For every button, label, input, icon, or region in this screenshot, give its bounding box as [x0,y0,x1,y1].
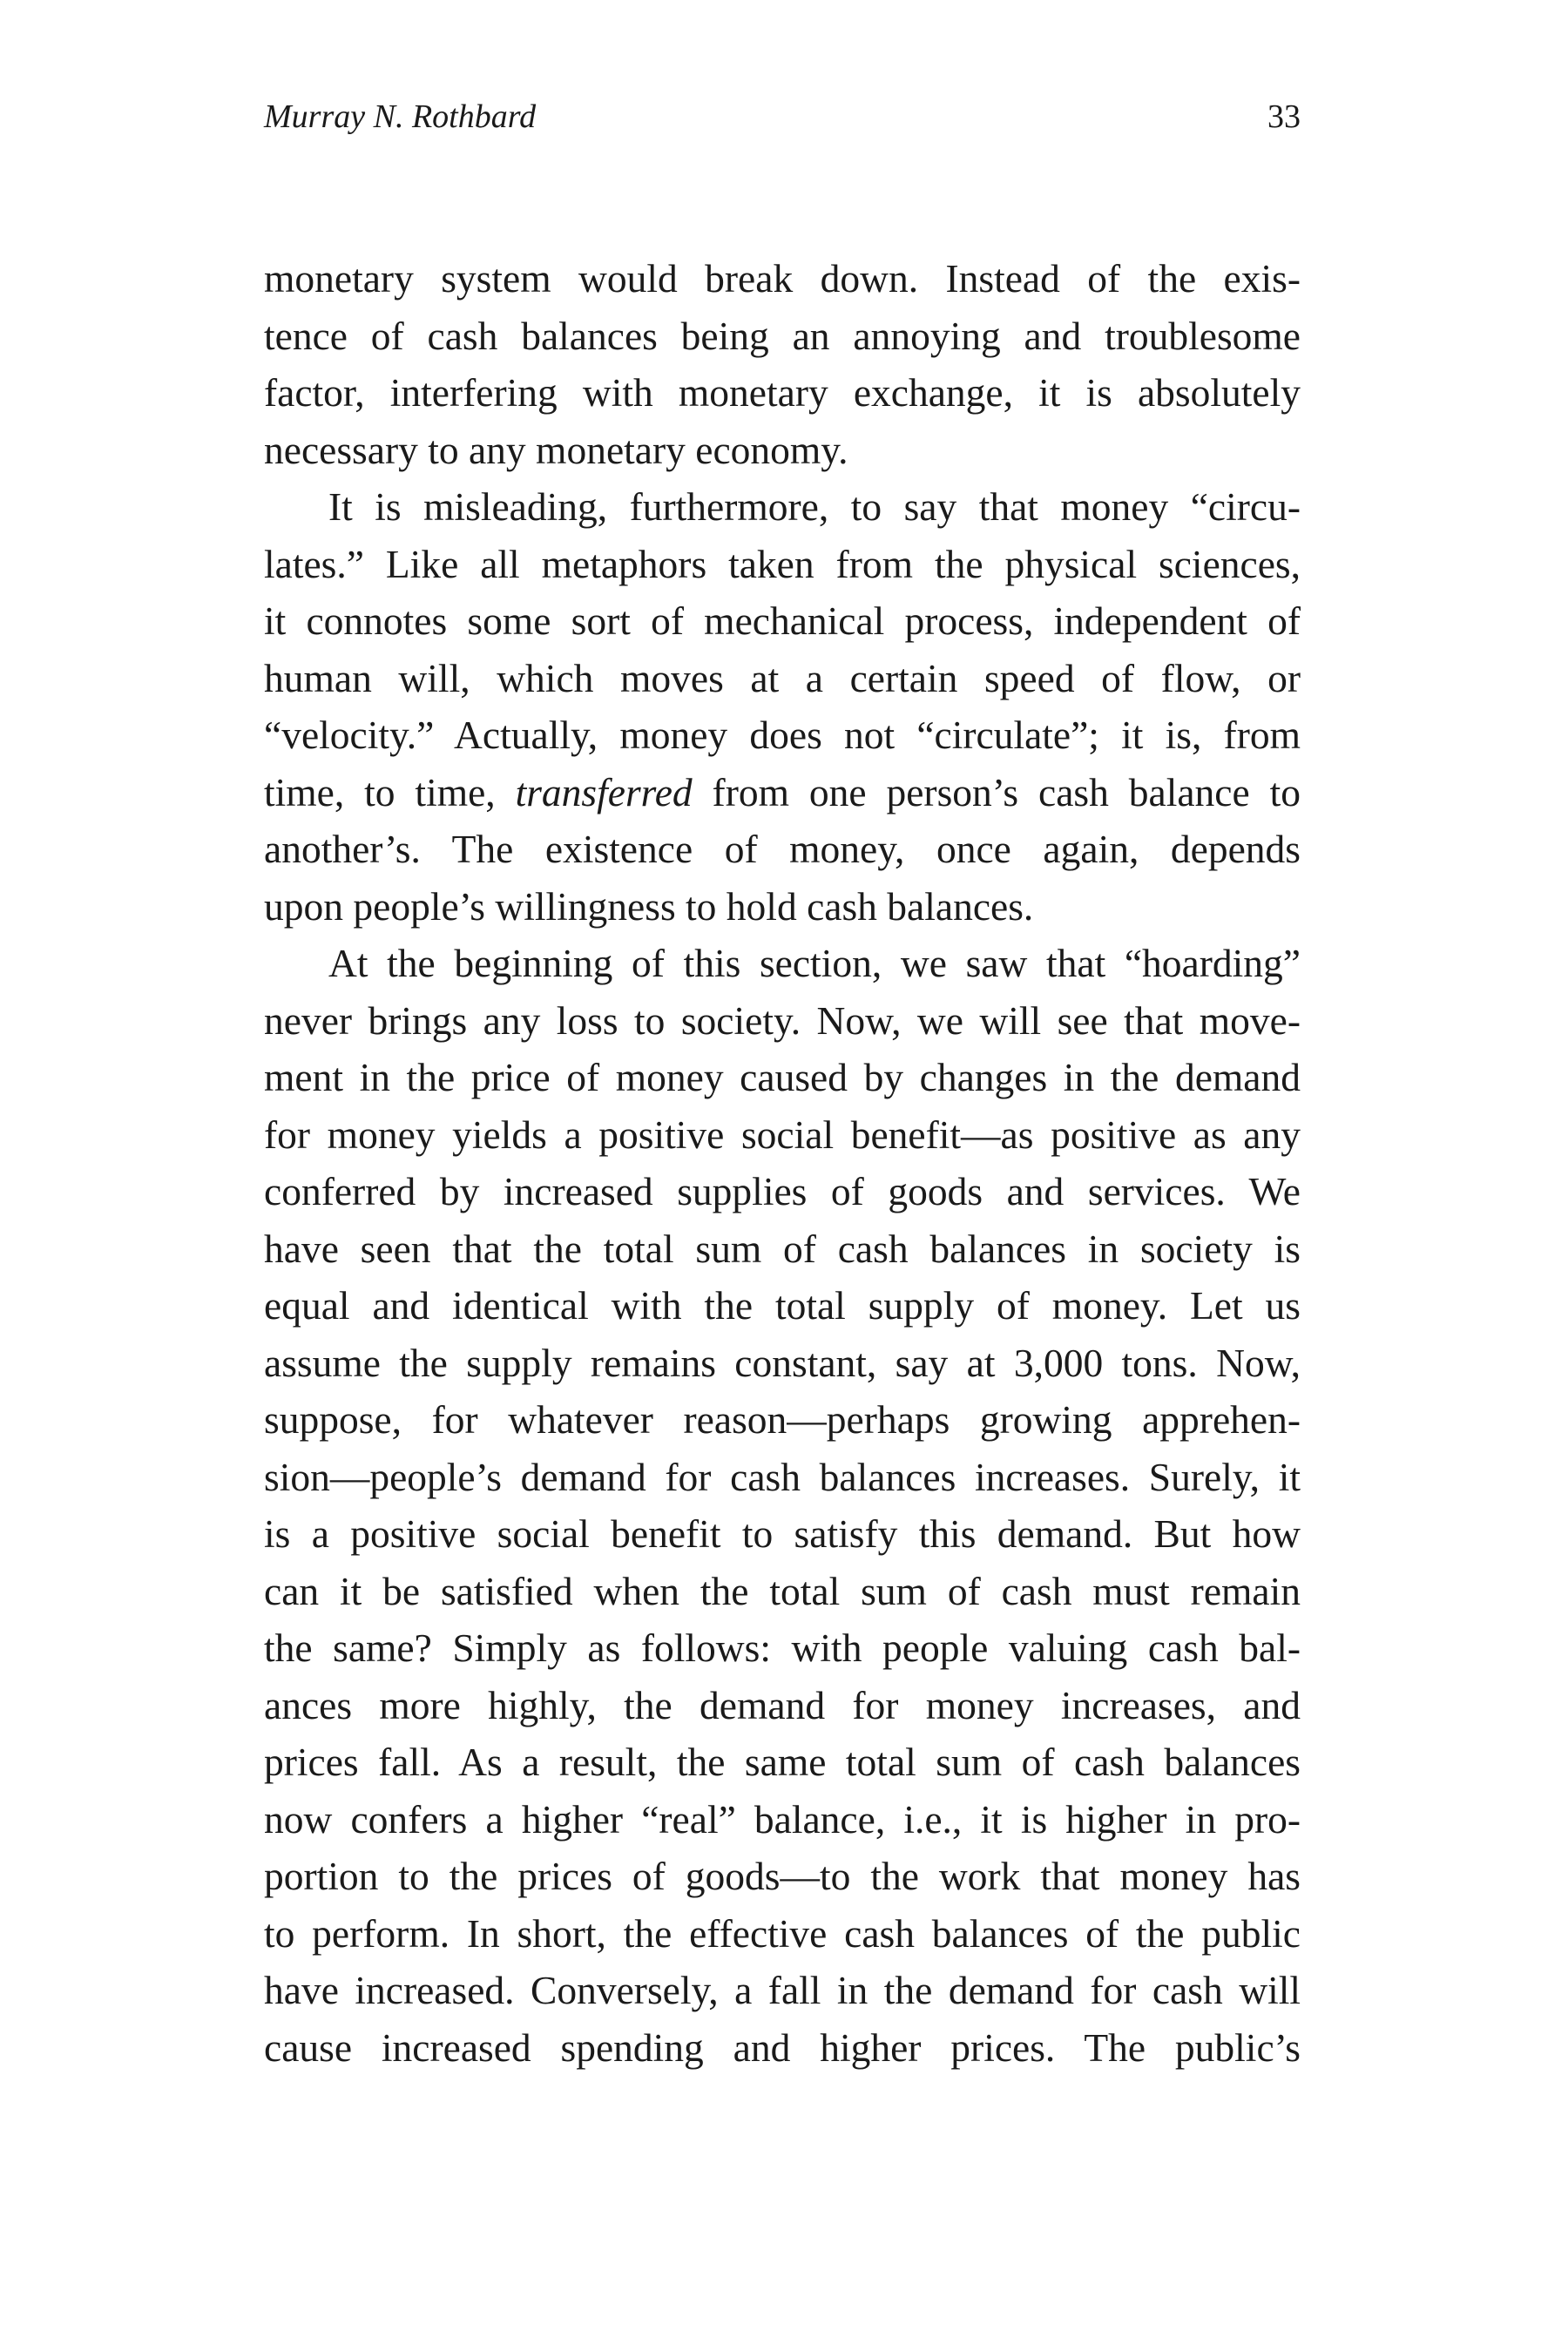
text-line: suppose, for whatever reason—perhaps growing apprehen- [264,1397,1301,1442]
text-line: another’s. The existence of money, once again, depends [264,827,1301,871]
body-text [264,250,1301,2076]
running-head-author: Murray N. Rothbard [264,98,537,135]
text-line: portion to the prices of goods—to the work that money has [264,1854,1301,1898]
text-line: ances more highly, the demand for money increases, and [264,1682,1301,1727]
italic-emphasis: transferred [515,769,693,814]
text-line: now confers a higher “real” balance, i.e., it is higher in pro- [264,1796,1301,1842]
text-line: It is misleading, furthermore, to say that money “circu- [328,484,1301,529]
text-line: conferred by increased supplies of goods and services. We [264,1169,1301,1213]
text-line: can it be satisfied when the total sum of cash must remain [264,1568,1301,1613]
text-line: sion—people’s demand for cash balances increases. Surely, it [264,1454,1301,1499]
text-segment: time, to time, [264,769,516,814]
text-line: assume the supply remains constant, say at 3,000 tons. Now, [264,1340,1301,1385]
text-line-with-emphasis [264,764,1301,821]
text-line: necessary to any monetary economy. [264,427,848,472]
text-line: human will, which moves at a certain speed of flow, or [264,655,1301,700]
running-head [264,91,1301,143]
text-line: it connotes some sort of mechanical process, independent of [264,598,1301,643]
text-line: equal and identical with the total supply of money. Let us [264,1283,1301,1328]
text-line: factor, interfering with monetary exchange, it is absolutely [264,370,1301,415]
text-line: upon people’s willingness to hold cash balances. [264,883,1034,929]
text-line: At the beginning of this section, we saw that “hoarding” [328,941,1301,985]
text-line: “velocity.” Actually, money does not “circulate”; it is, from [264,713,1301,757]
text-line: tence of cash balances being an annoying and troublesome [264,313,1301,358]
text-line: for money yields a positive social benefit—as positive as any [264,1112,1301,1157]
text-line: lates.” Like all metaphors taken from the physical sciences, [264,541,1301,586]
text-line: to perform. In short, the effective cash balances of the public [264,1910,1301,1956]
text-line: is a positive social benefit to satisfy this demand. But how [264,1511,1301,1556]
text-line: never brings any loss to society. Now, we will see that move- [264,997,1301,1043]
page-number: 33 [1267,98,1301,135]
text-line: cause increased spending and higher prices. The public’s [264,2024,1301,2070]
text-line: have seen that the total sum of cash balances in society is [264,1226,1301,1271]
text-line: prices fall. As a result, the same total sum of cash balances [264,1740,1301,1784]
text-line: the same? Simply as follows: with people valuing cash bal- [264,1625,1301,1670]
text-line: have increased. Conversely, a fall in the demand for cash will [264,1968,1301,2012]
text-line: monetary system would break down. Instead of the exis- [264,256,1301,301]
text-line: ment in the price of money caused by changes in the demand [264,1055,1301,1099]
text-segment: from one person’s cash balance to [692,769,1301,814]
